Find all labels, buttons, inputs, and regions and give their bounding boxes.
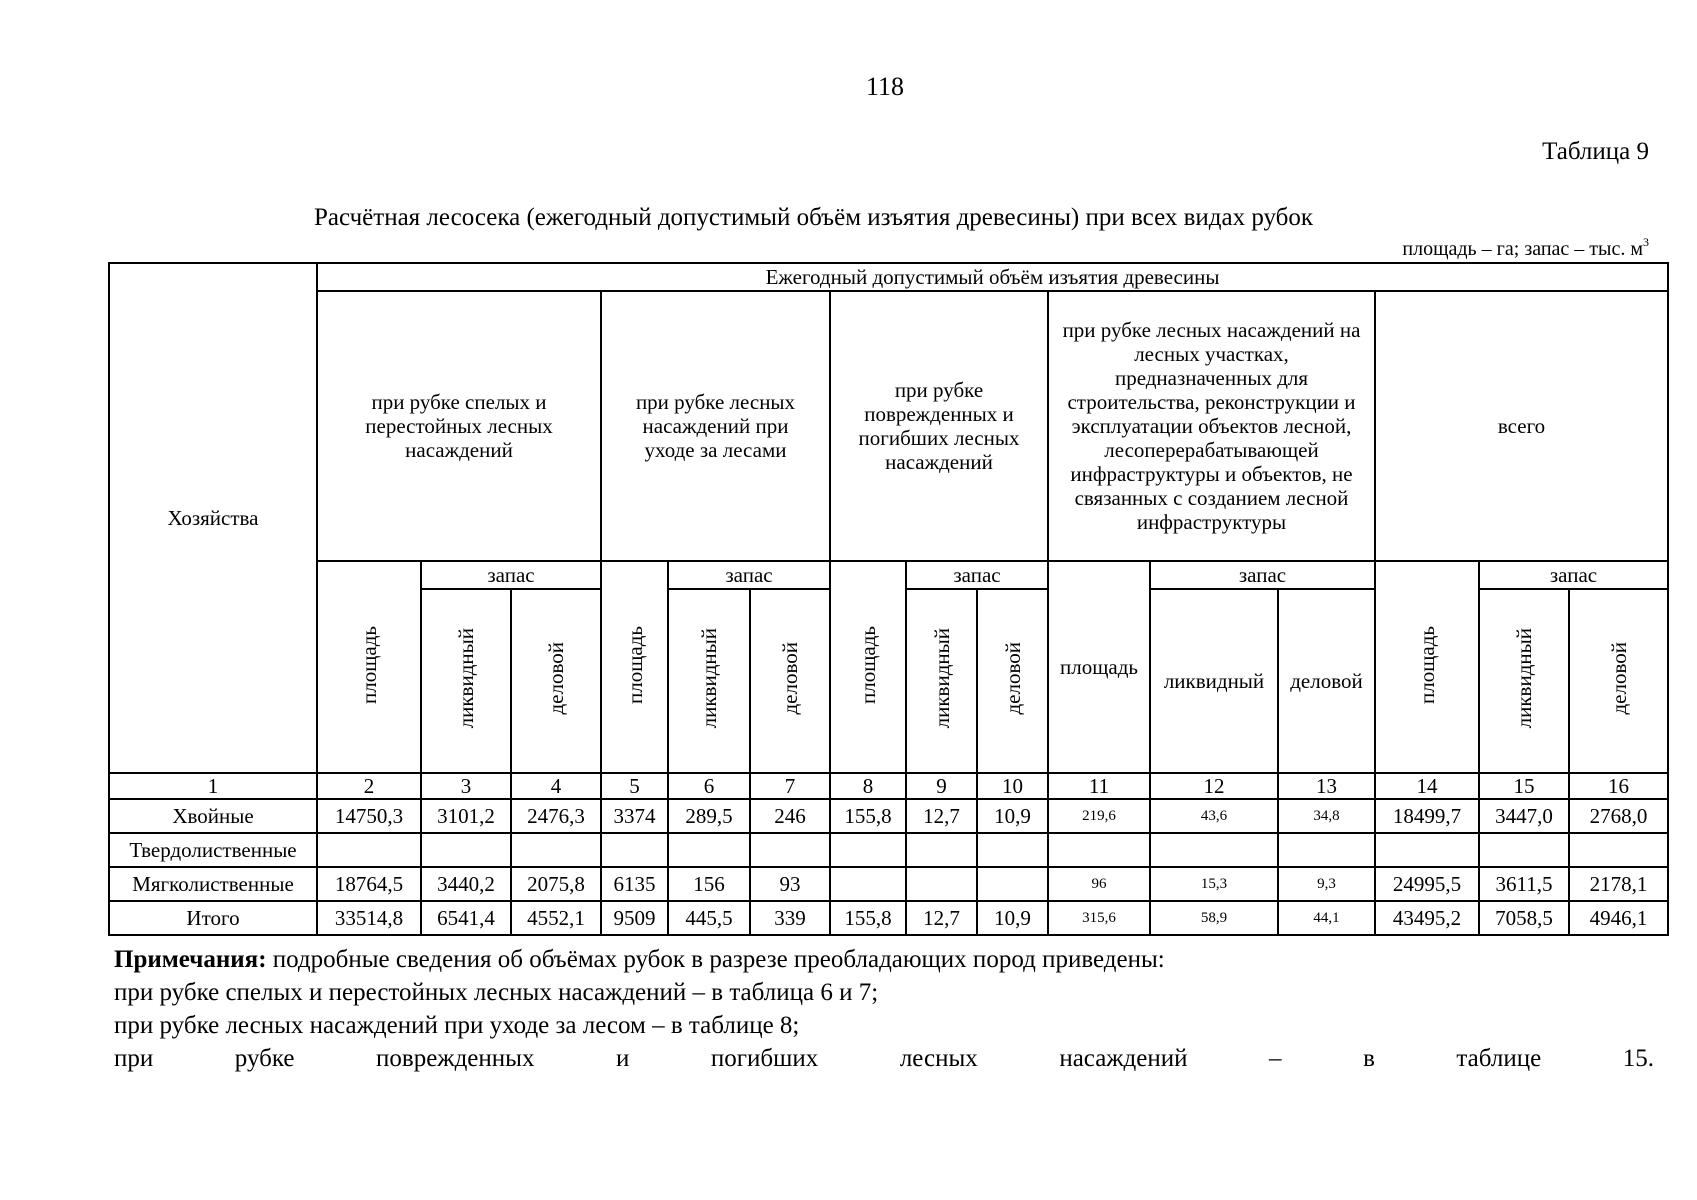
table-cell: 3101,2	[421, 799, 511, 833]
area-header	[317, 561, 421, 773]
table-cell: 156	[668, 867, 750, 901]
harvest-table	[108, 262, 1669, 936]
stock-header: запас	[668, 561, 830, 589]
table-cell	[1150, 833, 1278, 867]
liquid-header	[1479, 589, 1569, 773]
table-cell	[1048, 833, 1150, 867]
column-number: 2	[317, 773, 421, 799]
stock-header: запас	[1150, 561, 1375, 589]
table-cell	[317, 833, 421, 867]
table-cell: 246	[750, 799, 830, 833]
liquid-header	[668, 589, 750, 773]
table-cell: 33514,8	[317, 901, 421, 935]
commercial-header: деловой	[1278, 589, 1375, 773]
area-label: площадь	[357, 625, 381, 704]
table-cell: 2476,3	[511, 799, 601, 833]
farms-header: Хозяйства	[109, 263, 317, 773]
notes-word: насаждений	[1059, 1045, 1188, 1072]
commercial-label: деловой	[1606, 642, 1631, 715]
table-cell: 315,6	[1048, 901, 1150, 935]
table-row	[109, 799, 1668, 833]
table-cell: 43495,2	[1375, 901, 1479, 935]
group-header-mature: при рубке спелых и перестойных лесных насаждений	[317, 291, 601, 561]
notes-line-justified	[114, 1042, 1654, 1075]
commercial-header	[750, 589, 830, 773]
table-cell: 2768,0	[1569, 799, 1668, 833]
column-number: 9	[906, 773, 977, 799]
liquid-header	[421, 589, 511, 773]
table-cell: 155,8	[830, 799, 906, 833]
area-label: площадь	[622, 625, 647, 704]
commercial-label: деловой	[544, 642, 568, 715]
group-header-damaged: при рубке поврежденных и погибших лесных насаждений	[830, 291, 1048, 561]
commercial-header	[511, 589, 601, 773]
notes-word: в	[1363, 1045, 1375, 1072]
table-cell	[830, 833, 906, 867]
table-label: Таблица 9	[1542, 138, 1649, 165]
notes-line: при рубке лесных насаждений при уходе за лесом – в таблице 8;	[114, 1012, 800, 1039]
units-text: площадь – га; запас – тыс. м	[1402, 238, 1643, 260]
liquid-label: ликвидный	[929, 628, 954, 729]
notes-word: поврежденных	[376, 1045, 535, 1072]
area-header: площадь	[1048, 561, 1150, 773]
column-number: 4	[511, 773, 601, 799]
column-number: 5	[601, 773, 668, 799]
column-number: 12	[1150, 773, 1278, 799]
table-cell: 12,7	[906, 901, 977, 935]
table-row	[109, 833, 1668, 867]
row-name: Твердолиственные	[109, 833, 317, 867]
group-header-thinning: при рубке лесных насаждений при уходе за лесами	[601, 291, 830, 561]
row-name: Хвойные	[109, 799, 317, 833]
page-number: 118	[865, 72, 905, 101]
table-cell: 10,9	[977, 799, 1048, 833]
column-number: 11	[1048, 773, 1150, 799]
table-cell: 3374	[601, 799, 668, 833]
notes-word: таблице	[1456, 1045, 1542, 1072]
area-label: площадь	[856, 625, 880, 704]
table-cell: 43,6	[1150, 799, 1278, 833]
group-header-total: всего	[1375, 291, 1668, 561]
table-cell: 10,9	[977, 901, 1048, 935]
stock-header: запас	[421, 561, 601, 589]
liquid-label: ликвидный	[454, 628, 478, 729]
notes-word: 15.	[1622, 1045, 1654, 1072]
notes-intro	[114, 943, 1654, 976]
table-cell: 289,5	[668, 799, 750, 833]
commercial-header	[1569, 589, 1668, 773]
table-cell: 3611,5	[1479, 867, 1569, 901]
table-row	[109, 867, 1668, 901]
table-cell: 3447,0	[1479, 799, 1569, 833]
area-header	[1375, 561, 1479, 773]
row-name: Итого	[109, 901, 317, 935]
table-cell: 18764,5	[317, 867, 421, 901]
notes-intro-text: подробные сведения об объёмах рубок в разрезе преобладающих пород приведены:	[266, 946, 1165, 973]
table-cell: 219,6	[1048, 799, 1150, 833]
table-cell: 96	[1048, 867, 1150, 901]
column-number: 8	[830, 773, 906, 799]
table-cell: 4552,1	[511, 901, 601, 935]
table-cell: 7058,5	[1479, 901, 1569, 935]
table-cell: 9,3	[1278, 867, 1375, 901]
table-cell: 93	[750, 867, 830, 901]
column-number: 3	[421, 773, 511, 799]
area-header	[830, 561, 906, 773]
group-header-infrastructure: при рубке лесных насаждений на лесных участках, предназначенных для строительства, реконструкции и эксплуатации объектов лесной, лесоперерабатывающей инфраструктуры и объектов, не связанных с созданием лесной инфраструктуры	[1048, 291, 1375, 561]
table-cell	[977, 833, 1048, 867]
table-cell: 14750,3	[317, 799, 421, 833]
table-row	[109, 901, 1668, 935]
notes-label: Примечания:	[114, 946, 267, 973]
liquid-label: ликвидный	[697, 628, 721, 729]
table-cell	[1569, 833, 1668, 867]
table-cell	[1278, 833, 1375, 867]
stock-header: запас	[1479, 561, 1668, 589]
column-number: 14	[1375, 773, 1479, 799]
table-cell: 4946,1	[1569, 901, 1668, 935]
column-numbers-row	[109, 773, 1668, 799]
table-cell: 24995,5	[1375, 867, 1479, 901]
table-cell: 6135	[601, 867, 668, 901]
top-header: Ежегодный допустимый объём изъятия древесины	[317, 263, 1668, 291]
table-cell: 155,8	[830, 901, 906, 935]
table-cell: 15,3	[1150, 867, 1278, 901]
table-cell	[421, 833, 511, 867]
area-label: площадь	[1415, 625, 1439, 704]
column-number: 7	[750, 773, 830, 799]
table-cell: 18499,7	[1375, 799, 1479, 833]
commercial-header	[977, 589, 1048, 773]
liquid-header: ликвидный	[1150, 589, 1278, 773]
table-cell: 2075,8	[511, 867, 601, 901]
table-caption: Расчётная лесосека (ежегодный допустимый объём изъятия древесины) при всех видах рубок	[314, 204, 1314, 231]
table-cell: 12,7	[906, 799, 977, 833]
column-number: 1	[109, 773, 317, 799]
column-number: 6	[668, 773, 750, 799]
notes-word: и	[615, 1045, 630, 1072]
notes-word: погибших	[710, 1045, 819, 1072]
commercial-label: деловой	[1000, 642, 1025, 715]
area-header	[601, 561, 668, 773]
table-cell	[511, 833, 601, 867]
table-cell: 44,1	[1278, 901, 1375, 935]
column-number: 10	[977, 773, 1048, 799]
table-cell	[906, 867, 977, 901]
table-cell: 6541,4	[421, 901, 511, 935]
table-cell	[977, 867, 1048, 901]
table-cell	[1479, 833, 1569, 867]
table-cell	[750, 833, 830, 867]
table-cell: 445,5	[668, 901, 750, 935]
units-superscript: 3	[1643, 235, 1649, 249]
table-cell	[1375, 833, 1479, 867]
notes-word: –	[1269, 1045, 1282, 1072]
notes-line: при рубке спелых и перестойных лесных насаждений – в таблица 6 и 7;	[114, 979, 879, 1006]
notes-word: при	[114, 1045, 154, 1072]
table-cell: 34,8	[1278, 799, 1375, 833]
table-cell	[906, 833, 977, 867]
notes-word: лесных	[899, 1045, 978, 1072]
table-cell: 2178,1	[1569, 867, 1668, 901]
column-number: 15	[1479, 773, 1569, 799]
units-note	[1402, 235, 1649, 261]
table-cell: 9509	[601, 901, 668, 935]
row-name: Мягколиственные	[109, 867, 317, 901]
column-number: 16	[1569, 773, 1668, 799]
table-cell: 339	[750, 901, 830, 935]
table-cell: 58,9	[1150, 901, 1278, 935]
stock-header: запас	[906, 561, 1048, 589]
table-cell	[830, 867, 906, 901]
table-cell	[601, 833, 668, 867]
liquid-label: ликвидный	[1512, 628, 1536, 729]
table-cell: 3440,2	[421, 867, 511, 901]
column-number: 13	[1278, 773, 1375, 799]
commercial-label: деловой	[778, 642, 802, 715]
notes	[114, 943, 1654, 1075]
table-cell	[668, 833, 750, 867]
notes-word: рубке	[234, 1045, 295, 1072]
liquid-header	[906, 589, 977, 773]
